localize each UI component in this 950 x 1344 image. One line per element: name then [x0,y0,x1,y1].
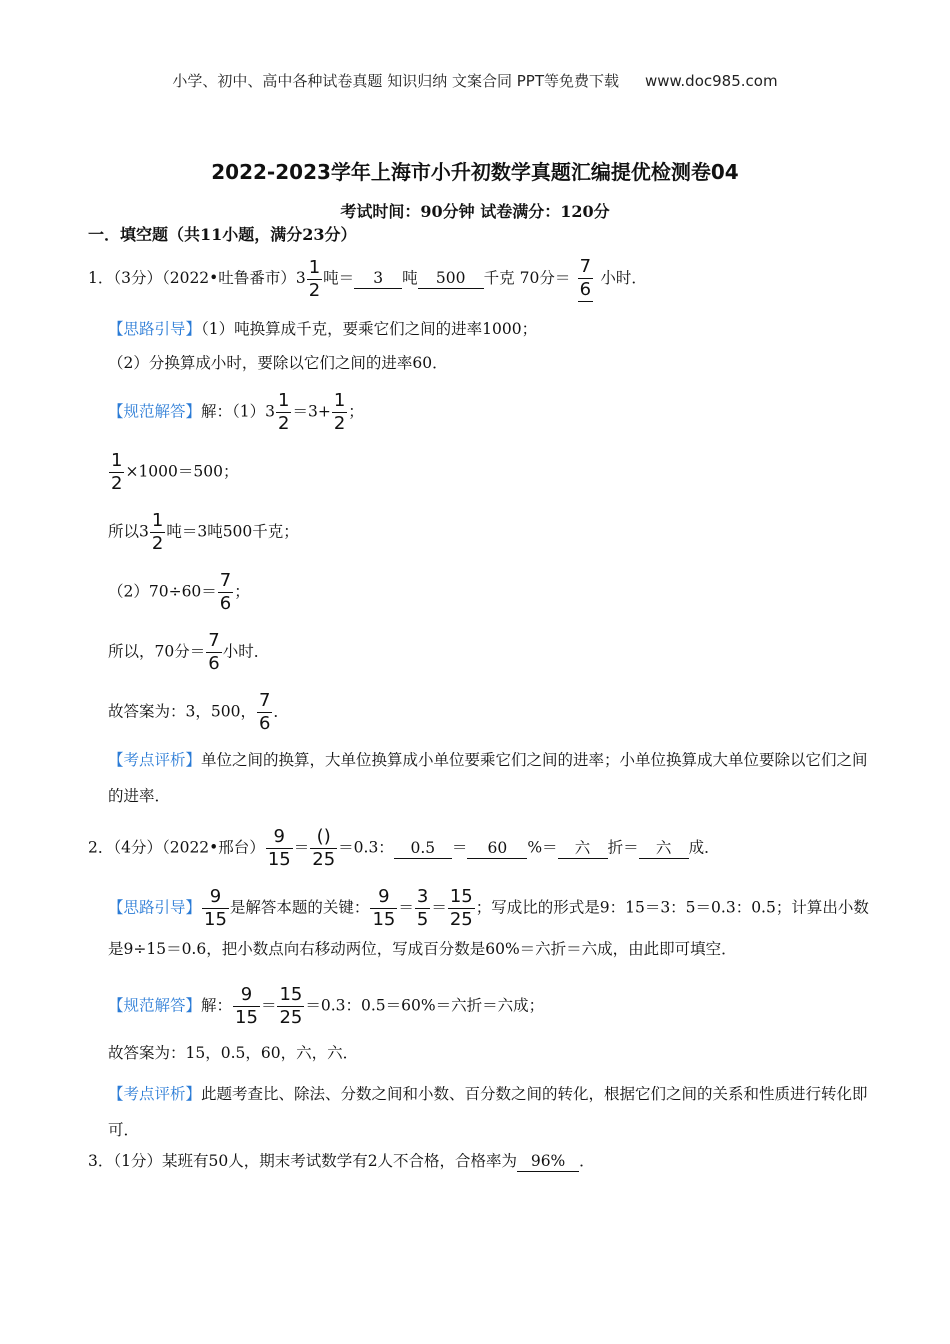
q2-solution: 【规范解答】解： $\frac{9}{15}$ ＝ $\frac{15}{25}$ ＝0.3：0.5＝60%＝六折＝六成； [108,984,545,1028]
fraction: $\frac{3}{5}$ [416,886,429,930]
header-text: 小学、初中、高中各种试卷真题 知识归纳 文案合同 PPT等免费下载 [172,72,619,90]
q3-question: 3．（1分）某班有50人，期末考试数学有2人不合格，合格率为 96% ． [88,1152,595,1170]
fraction: $\frac{7}{6}$ [219,570,232,614]
q1-solution-2: $\frac{1}{2}$ ×1000＝500； [111,450,239,494]
fraction: $\frac{15}{25}$ [279,984,303,1028]
fraction: $\frac{1}{2}$ [151,510,164,554]
fraction: $\frac{9}{15}$ [235,984,258,1028]
answer-blank[interactable]: 60 [467,838,527,859]
fraction: $\frac{7}{6}$ [208,630,220,674]
q2-hint: 【思路引导】 $\frac{9}{15}$ 是解答本题的关键： $\frac{9}{15}$ ＝ $\frac{3}{5}$ ＝ $\frac{15}{25}$ ；写成比的形式是9：15＝3：5＝0.3：0.5；计算出小数是9÷15＝0.6，把小数点向右移动两位，写成百分数是60%＝六折＝六成，由此即可填空． [108,886,869,958]
q1-hint-1: 【思路引导】（1）吨换算成千克，要乘它们之间的进率1000； [108,320,538,338]
fraction: $\frac{9}{15}$ [372,886,396,930]
exam-info: 考试时间：90分钟 试卷满分：120分 [340,202,610,221]
answer-blank[interactable]: 3 [354,268,402,289]
q1-question: 1．（3分）（2022•吐鲁番市）3 $\frac{1}{2}$ 吨＝ 3 吨 500 千克 70分＝ $\frac{7}{6}$ 小时． [88,256,647,301]
q1-solution-5: 所以，70分＝ $\frac{7}{6}$ 小时． [108,630,270,674]
q2-analysis: 【考点评析】此题考查比、除法、分数之间和小数、百分数之间的转化，根据它们之间的关系和性质进行转化即可． [108,1085,868,1139]
q1-solution-3: 所以3 $\frac{1}{2}$ 吨＝3吨500千克； [108,510,299,554]
page-title: 2022-2023学年上海市小升初数学真题汇编提优检测卷04 [211,160,739,184]
fraction: $\frac{1}{2}$ [308,256,321,301]
answer-blank[interactable]: 六 [558,838,608,859]
answer-blank[interactable]: 500 [418,268,484,289]
fraction: $\frac{()}{25}$ [312,826,336,870]
fraction: $\frac{15}{25}$ [449,886,473,930]
answer-blank[interactable]: 96% [517,1151,579,1172]
q1-hint-2: （2）分换算成小时，要除以它们之间的进率60． [108,354,448,372]
header-site[interactable]: www.doc985.com [644,72,778,90]
fraction: $\frac{1}{2}$ [333,390,346,434]
q1-answer: 故答案为：3，500， $\frac{7}{6}$ ． [108,690,289,734]
fraction: $\frac{7}{6}$ [258,690,271,734]
answer-blank[interactable]: 六 [639,838,689,859]
q1-solution-1: 【规范解答】解：（1）3 $\frac{1}{2}$ ＝3+ $\frac{1}{2}$ ； [108,390,364,434]
fraction: $\frac{7}{6}$ [579,256,592,300]
answer-blank[interactable] [570,256,600,302]
fraction: $\frac{9}{15}$ [204,886,227,930]
fraction: $\frac{9}{15}$ [267,826,291,870]
fraction: $\frac{1}{2}$ [111,450,123,494]
section-heading: 一．填空题（共11小题，满分23分） [88,225,357,244]
q2-answer: 故答案为：15，0.5，60，六，六． [108,1044,359,1062]
q1-solution-4: （2）70÷60＝ $\frac{7}{6}$ ； [108,570,250,614]
fraction: $\frac{1}{2}$ [278,390,290,434]
q1-analysis: 【考点评析】单位之间的换算，大单位换算成小单位要乘它们之间的进率；小单位换算成大单位要除以它们之间的进率． [108,751,868,805]
q2-question: 2．（4分）（2022•邢台） $\frac{9}{15}$ ＝ $\frac{()}{25}$ ＝0.3： 0.5 ＝ 60 %＝ 六 折＝ 六 成． [88,826,720,870]
page-header [0,70,950,91]
answer-blank[interactable]: 0.5 [394,838,452,859]
